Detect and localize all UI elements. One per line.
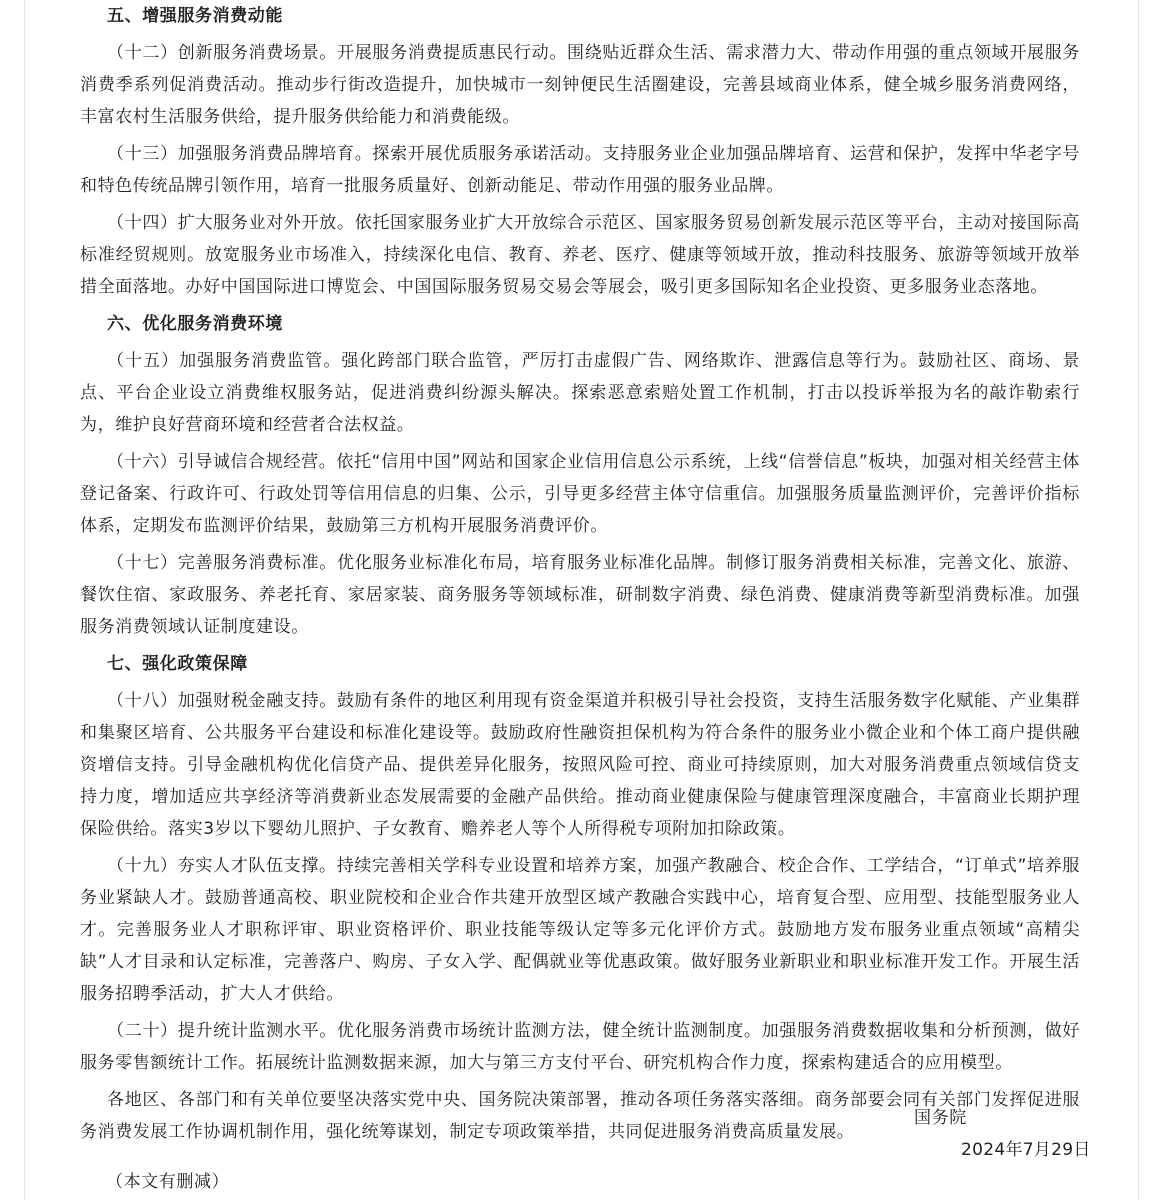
paragraph-item-12: （十二）创新服务消费场景。开展服务消费提质惠民行动。围绕贴近群众生活、需求潜力大、带动作用强的重点领域开展服务消费季系列促消费活动。推动步行街改造提升，加快城市一刻钟便民生活圈建设，完善县域商业体系，健全城乡服务消费网络，丰富农村生活服务供给，提升服务供给能力和消费能级。 <box>80 43 1080 127</box>
article-body <box>80 0 1080 1153</box>
paragraph-item-20: （二十）提升统计监测水平。优化服务消费市场统计监测方法，健全统计监测制度。加强服务消费数据收集和分析预测，做好服务零售额统计工作。拓展统计监测数据来源，加大与第三方支付平台、研究机构合作力度，探索构建适合的应用模型。 <box>80 1021 1080 1073</box>
page-frame-left <box>24 0 25 1200</box>
signature: 国务院 <box>914 1108 967 1128</box>
issue-date: 2024年7月29日 <box>961 1140 1091 1160</box>
section-heading: 六、优化服务消费环境 <box>107 314 283 334</box>
section-heading: 五、增强服务消费动能 <box>107 6 283 26</box>
edit-note: （本文有删减） <box>106 1172 230 1192</box>
paragraph-item-13: （十三）加强服务消费品牌培育。探索开展优质服务承诺活动。支持服务业企业加强品牌培育、运营和保护，发挥中华老字号和特色传统品牌引领作用，培育一批服务质量好、创新动能足、带动作用强的服务业品牌。 <box>80 144 1080 196</box>
paragraph-item-14: （十四）扩大服务业对外开放。依托国家服务业扩大开放综合示范区、国家服务贸易创新发展示范区等平台，主动对接国际高标准经贸规则。放宽服务业市场准入，持续深化电信、教育、养老、医疗、健康等领域开放，推动科技服务、旅游等领域开放举措全面落地。办好中国国际进口博览会、中国国际服务贸易交易会等展会，吸引更多国际知名企业投资、更多服务业态落地。 <box>80 213 1080 297</box>
paragraph-item-19: （十九）夯实人才队伍支撑。持续完善相关学科专业设置和培养方案，加强产教融合、校企合作、工学结合，“订单式”培养服务业紧缺人才。鼓励普通高校、职业院校和企业合作共建开放型区域产教融合实践中心，培育复合型、应用型、技能型服务业人才。完善服务业人才职称评审、职业资格评价、职业技能等级认定等多元化评价方式。鼓励地方发布服务业重点领域“高精尖缺”人才目录和认定标准，完善落户、购房、子女入学、配偶就业等优惠政策。做好服务业新职业和职业标准开发工作。开展生活服务招聘季活动，扩大人才供给。 <box>80 856 1080 1004</box>
paragraph-item-18: （十八）加强财税金融支持。鼓励有条件的地区利用现有资金渠道并积极引导社会投资，支持生活服务数字化赋能、产业集群和集聚区培育、公共服务平台建设和标准化建设等。鼓励政府性融资担保机构为符合条件的服务业小微企业和个体工商户提供融资增信支持。引导金融机构优化信贷产品、提供差异化服务，按照风险可控、商业可持续原则，加大对服务消费重点领域信贷支持力度，增加适应共享经济等消费新业态发展需要的金融产品供给。推动商业健康保险与健康管理深度融合，丰富商业长期护理保险供给。落实3岁以下婴幼儿照护、子女教育、赡养老人等个人所得税专项附加扣除政策。 <box>80 691 1080 839</box>
paragraph-item-17: （十七）完善服务消费标准。优化服务业标准化布局，培育服务业标准化品牌。制修订服务消费相关标准，完善文化、旅游、餐饮住宿、家政服务、养老托育、家居家装、商务服务等领域标准，研制数字消费、绿色消费、健康消费等新型消费标准。加强服务消费领域认证制度建设。 <box>80 553 1080 637</box>
closing-paragraph: 各地区、各部门和有关单位要坚决落实党中央、国务院决策部署，推动各项任务落实落细。商务部要会同有关部门发挥促进服务消费发展工作协调机制作用，强化统筹谋划，制定专项政策举措，共同促进服务消费高质量发展。 <box>80 1090 1080 1142</box>
section-heading: 七、强化政策保障 <box>107 654 248 674</box>
page-frame-right <box>1138 0 1139 1200</box>
paragraph-item-16: （十六）引导诚信合规经营。依托“信用中国”网站和国家企业信用信息公示系统，上线“信誉信息”板块，加强对相关经营主体登记备案、行政许可、行政处罚等信用信息的归集、公示，引导更多经营主体守信重信。加强服务质量监测评价，完善评价指标体系，定期发布监测评价结果，鼓励第三方机构开展服务消费评价。 <box>80 452 1080 536</box>
paragraph-item-15: （十五）加强服务消费监管。强化跨部门联合监管，严厉打击虚假广告、网络欺诈、泄露信息等行为。鼓励社区、商场、景点、平台企业设立消费维权服务站，促进消费纠纷源头解决。探索恶意索赔处置工作机制，打击以投诉举报为名的敲诈勒索行为，维护良好营商环境和经营者合法权益。 <box>80 351 1080 435</box>
